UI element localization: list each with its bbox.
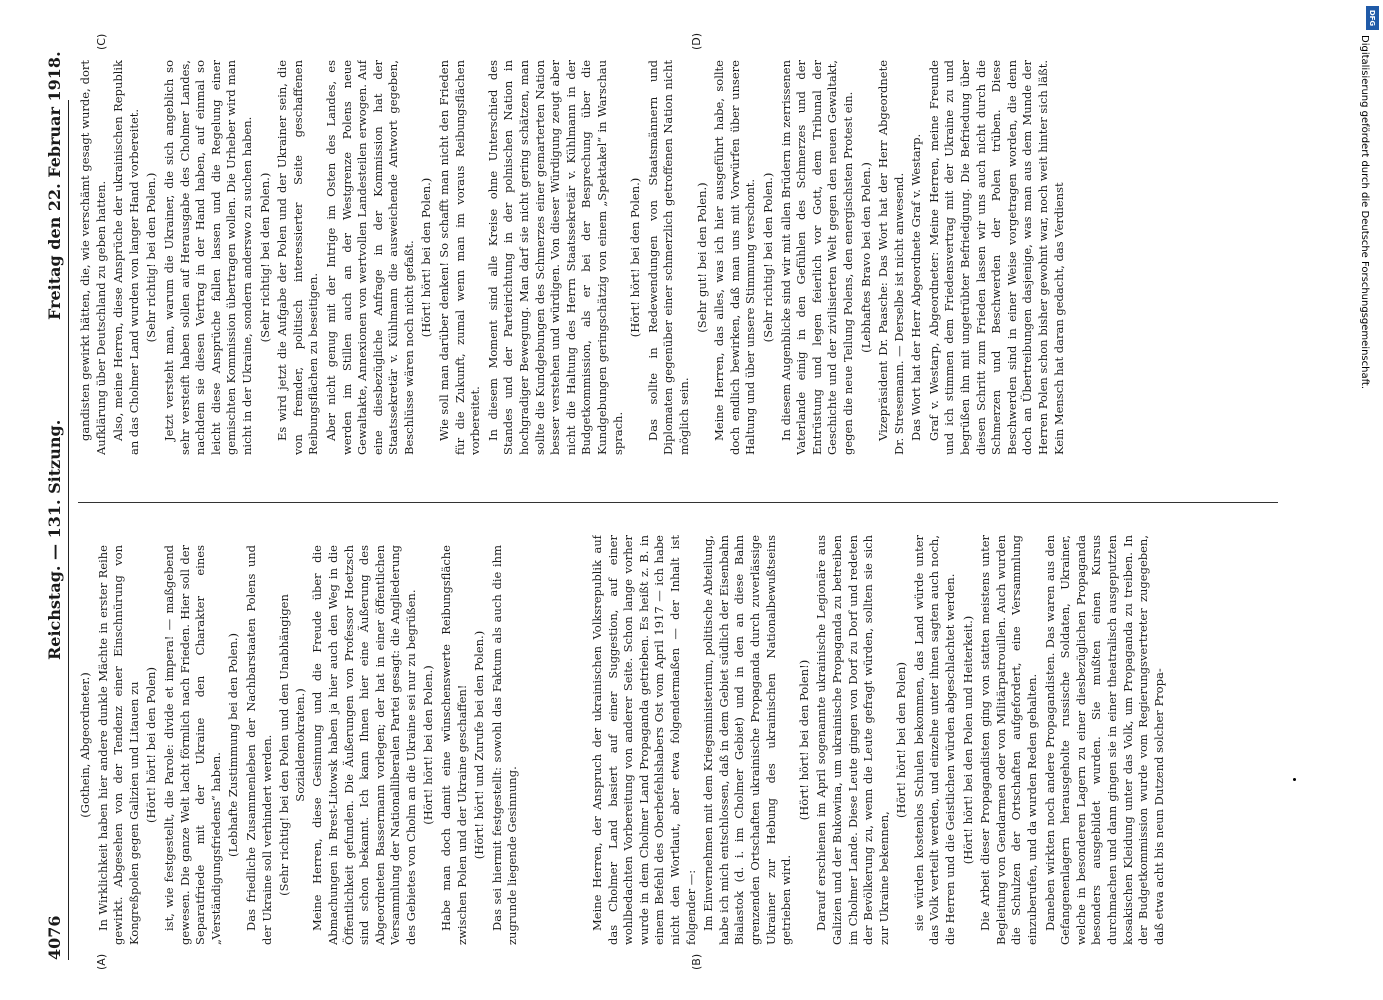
interjection: (Hört! hört! bei den Polen und Heiterkeit.) (960, 615, 975, 865)
left-column-top (78, 545, 583, 945)
interjection: (Hört! hört! und Zurufe bei den Polen.) (472, 630, 487, 860)
paragraph: Das sollte in Redewendungen von Staatsmännern und Diplomaten gegenüber einer schmerzlich getroffenen Nation nicht möglich sein. (645, 60, 691, 455)
paragraph: sie würden kostenlos Schulen bekommen, das Land würde unter das Volk verteilt werden, und einzelne unter ihnen sagten auch noch, die Herren und die Geistlichen würden abgeschlachtet werden. (911, 535, 958, 945)
interjection: (Hört! hört! bei den Polen) (144, 667, 159, 823)
margin-mark-c: (C) (95, 33, 108, 50)
paragraph: Es wird jetzt die Aufgabe der Polen und der Ukrainer sein, die von fremder, politisch interessierter Seite geschaffenen Reibungsflächen zu beseitigen. (275, 60, 321, 455)
header-rule (68, 100, 69, 960)
publication-title: Reichstag. — 131. Sitzung. (45, 419, 64, 660)
paragraph: gandisten gewirkt hätten, die, wie verschämt gesagt wurde, dort Aufklärung über Deutschland zu geben hatten. (78, 60, 108, 455)
paragraph: Darauf erschienen im April sogenannte ukrainische Legionäre aus Galizien und der Bukowina, um ukrainische Propaganda zu betreiben im Cholmer Lande. Diese Leute gingen von Dorf zu Dorf und redeten der Bevölkerung zu, wenn die Leute gefragt würden, sollten sie sich zur Ukraine bekennen, (814, 535, 891, 945)
paragraph: In diesem Augenblicke sind wir mit allen Brüdern im zerrissenen Vaterlande einig in den Gefühlen des Schmerzes und der Entrüstung und legen feierlich vor Gott, dem Tribunal der Geschichte und der zivilisierten Welt gegen den neuen Gewaltakt, gegen die neue Teilung Polens, den energischsten Protest ein. (778, 60, 855, 455)
left-column-bottom (590, 535, 1250, 945)
paragraph: Daneben wirkten noch andere Propagandisten. Das waren aus den Gefangenenlagern herausgeholte russische Soldaten, Ukrainer, welche in besonderen Lagern zu einer diesbezüglichen Propaganda besonders ausgebildet wurden. Sie mußten einen Kursus durchmachen und dann gingen sie in einer theatralisch ausgeputzten kosakischen Kleidung unter das Volk, um Propaganda zu treiben. In der Budgetkommission wurde vom Regierungsvertreter zugegeben, daß etwa acht bis neun Dutzend solcher Propa- (1042, 535, 1166, 945)
paragraph: Das sei hiermit festgestellt: sowohl das Faktum als auch die ihm zugrunde liegende Gesinnung. (489, 545, 520, 945)
interjection: (Lebhaftes Bravo bei den Polen.) (858, 162, 873, 353)
paragraph: Meine Herren, das alles, was ich hier ausgeführt habe, sollte doch endlich bewirken, daß man uns mit Vorwürfen über unsere Haltung und über unsere Stimmung verschont. (712, 60, 758, 455)
interjection: (Sehr richtig! bei den Polen.) (257, 172, 272, 343)
paragraph: Das friedliche Zusammenleben der Nachbarstaaten Polens und der Ukraine soll verhindert werden. (243, 545, 274, 945)
margin-mark-d: (D) (690, 32, 703, 50)
paragraph: Meine Herren, diese Gesinnung und die Freude über die Abmachungen in Brest-Litowsk haben ja hier auch den Weg in die Öffentlichkeit gefunden. Die Äußerungen von Professor Hoetzsch sind schon bekannt. Ich kann Ihnen hier eine Äußerung des Abgeordneten Bassermann vorlegen; der hat in einer öffentlichen Versammlung der Nationalliberalen Partei gesagt: die Angliederung des Gebietes von Cholm an die Ukraine sei nur zu begrüßen. (310, 545, 418, 945)
running-header (45, 51, 67, 960)
paragraph: Jetzt versteht man, warum die Ukrainer, die sich angeblich so sehr versteift haben sollen auf Herausgabe des Cholmer Landes, nachdem sie diesen Vertrag in der Hand haben, auf einmal so leicht diese Ansprüche fallen lassen und die Regelung einer gemischten Kommission übertragen wollen. Die Urheber wird man nicht in der Ukraine, sondern anderswo zu suchen haben. (161, 60, 254, 455)
session-date: Freitag den 22. Februar 1918. (45, 51, 64, 320)
interjection: (Hört! hört! bei den Polen) (894, 662, 909, 818)
interjection: (Hört! hört! bei den Polen.) (421, 665, 436, 825)
speaker-line: (Gothein, Abgeordneter.) (78, 672, 92, 818)
dfg-logo-badge: DFG (1366, 6, 1379, 30)
paragraph: Graf v. Westarp, Abgeordneter: Meine Herren, meine Freunde und ich stimmen dem Friedensvertrag mit der Ukraine zu und begrüßen ihn mit ungetrübter Befriedigung. Die Befriedung über diesen Schritt zum Frieden lassen wir uns auch nicht durch die Schmerzen und Beschwerden der Polen trüben. Diese Beschwerden sind in einer Weise vorgetragen worden, die denn doch an Übertreibungen dasjenige, was man aus dem Munde der Herren Polen schon bisher gewohnt war, noch weit hinter sich läßt. Kein Mensch hat daran gedacht, das Verdienst (926, 60, 1066, 455)
interjection: (Sehr gut! bei den Polen.) (694, 182, 709, 333)
interjection: (Sehr richtig! bei den Polen.) (144, 172, 159, 343)
paragraph: In diesem Moment sind alle Kreise ohne Unterschied des Standes und der Parteirichtung in der polnischen Nation in hochgradiger Bewegung. Man darf sie nicht gering schätzen, man sollte die Kundgebungen des Schmerzes einer gemarterten Nation besser verstehen und würdigen. Von dieser Würdigung zeugt aber nicht die Haltung des Herrn Staatssekretär v. Kühlmann in der Budgetkommission, als er bei der Besprechung über die Kundgebungen geringschätzig von einem „Spektakel“ in Warschau sprach. (485, 60, 625, 455)
interjection: (Hört! hört! bei den Polen.) (419, 177, 434, 338)
right-column (78, 60, 1258, 455)
interjection: (Lebhafte Zustimmung bei den Polen.) (226, 632, 241, 858)
paragraph: Das Wort hat der Herr Abgeordnete Graf v. Westarp. (909, 133, 924, 441)
column-divider (78, 502, 1278, 503)
interjection: (Sehr richtig! bei den Polen.) (760, 172, 775, 343)
paragraph: Wie soll man darüber denken! So schafft man nicht den Frieden für die Zukunft, zumal wenn man im voraus Reibungsflächen vorbereitet. (437, 60, 483, 455)
margin-mark-b: (B) (690, 953, 703, 970)
margin-mark-a: (A) (95, 953, 108, 970)
page-number: 4076 (45, 915, 64, 960)
paragraph: Im Einvernehmen mit dem Kriegsministerium, politische Abteilung, habe ich mich entschlossen, daß in dem Gebiet südlich der Eisenbahn Bialastok (d. i. im Cholmer Gebiet) und in den an diese Bahn grenzenden Ortschaften ukrainische Propaganda durch zuverlässige Ukrainer zur Hebung des ukrainischen Nationalbewußtseins getrieben wird. (701, 535, 794, 945)
paragraph: Also, meine Herren, diese Ansprüche der ukrainischen Republik an das Cholmer Land wurden von langer Hand vorbereitet. (111, 60, 141, 455)
paragraph: Habe man doch damit eine wünschenswerte Reibungsfläche zwischen Polen und der Ukraine geschaffen! (439, 545, 469, 945)
paragraph: In Wirklichkeit haben hier andere dunkle Mächte in erster Reihe gewirkt. Abgesehen von der Tendenz einer Einschnürung von Kongreßpolen gegen Galizien und Litauen zu (95, 545, 141, 945)
paragraph: Die Arbeit dieser Propagandisten ging von statten meistens unter Begleitung von Gendarmen oder von Militärpatrouillen. Auch wurden die Schulzen der Ortschaften aufgefordert, eine Versammlung einzuberufen, und da wurden Reden gehalten. (978, 535, 1040, 945)
interjection: (Hört! hört! bei den Polen.) (628, 177, 643, 338)
credit-text: Digitalisierung gefördert durch die Deutsche Forschungsgemeinschaft. (1359, 35, 1370, 390)
paragraph: Meine Herren, der Anspruch der ukrainischen Volksrepublik auf das Cholmer Land basiert auf einer Suggestion, auf einer wohlbedachten Vorbereitung von anderer Seite. Schon lange vorher wurde in dem Cholmer Land Propaganda getrieben. Es heißt z. B. in einem Befehl des Oberbefehlshabers Ost vom April 1917 — ich habe nicht den Wortlaut, aber etwa folgendermaßen — der Inhalt ist folgender —: (590, 535, 698, 945)
interjection: (Hört! hört! bei den Polen!) (796, 659, 811, 821)
paragraph: Aber nicht genug mit der Intrige im Osten des Landes, es werden im Stillen auch an der Westgrenze Polens neue Gewaltakte, Annexionen von wertvollen Landesteilen erwogen. Auf eine diesbezügliche Anfrage in der Kommission hat der Staatssekretär v. Kühlmann die ausweichende Antwort gegeben, Beschlüsse wären noch nicht gefaßt. (323, 60, 416, 455)
paragraph: Vizepräsident Dr. Paasche: Das Wort hat der Herr Abgeordnete Dr. Stresemann. — Derselbe ist nicht anwesend. (876, 60, 906, 455)
interjection: (Sehr richtig! bei den Polen und den Unabhängigen Sozialdemokraten.) (277, 594, 307, 896)
paragraph: ist, wie festgestellt, die Parole: divide et impera! — maßgebend gewesen. Die ganze Welt lacht förmlich nach Frieden. Hier soll der Separatfriede mit der Ukraine den Charakter eines „Verständigungsfriedens“ haben. (161, 545, 223, 945)
